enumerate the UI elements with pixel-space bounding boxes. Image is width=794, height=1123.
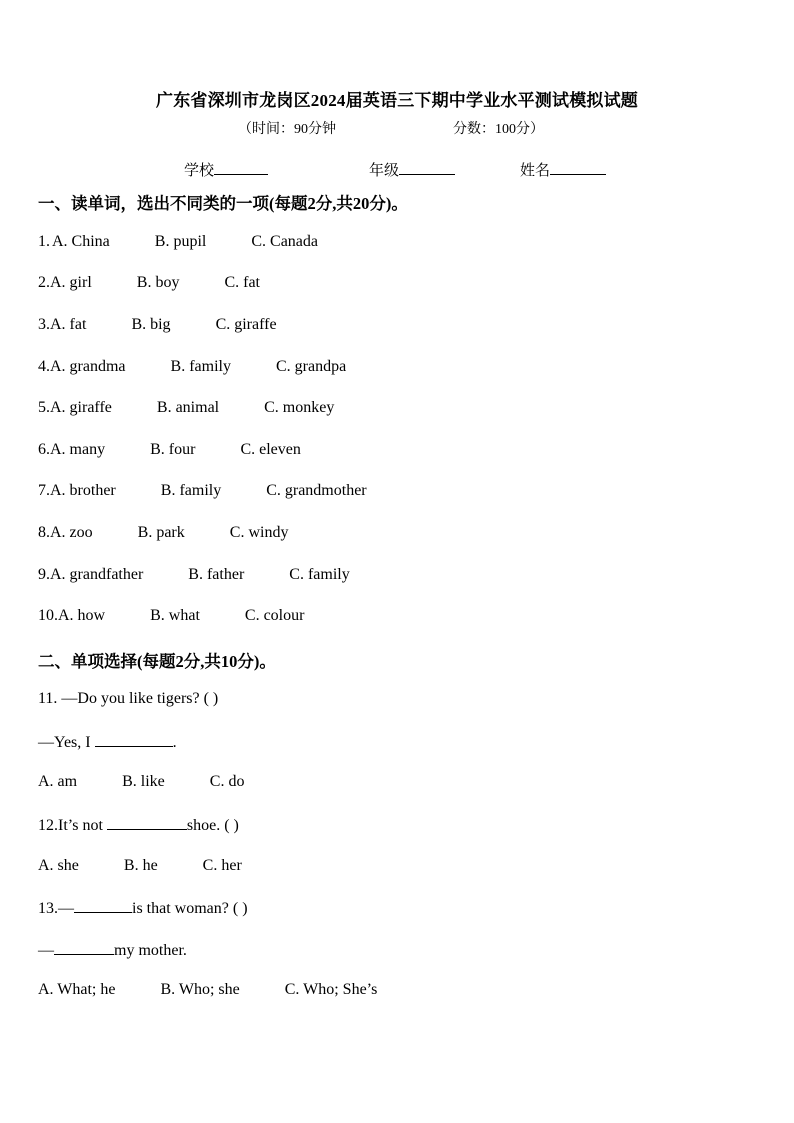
exam-title: 广东省深圳市龙岗区2024届英语三下期中学业水平测试模拟试题	[156, 91, 638, 110]
answer-blank	[107, 815, 187, 830]
option-c: C. eleven	[240, 441, 301, 458]
question-row	[38, 399, 334, 417]
option-c: C. her	[202, 857, 242, 874]
option-a: A. am	[38, 773, 78, 790]
option-b: B. family	[160, 482, 222, 499]
options-row	[38, 857, 242, 875]
question-number: 2.	[38, 274, 50, 291]
question-row	[38, 566, 350, 584]
exam-time: （时间：90分钟	[238, 122, 336, 137]
options-row	[38, 981, 377, 999]
question-stem: 11. —Do you like tigers? ( )	[38, 690, 219, 707]
question-row	[38, 274, 260, 292]
reply-suffix: .	[172, 734, 177, 751]
option-a: A. grandma	[50, 358, 126, 375]
option-c: C. Canada	[251, 233, 318, 250]
option-c: C. Who; She’s	[284, 981, 378, 998]
answer-blank	[54, 940, 114, 955]
option-b: B. father	[188, 566, 245, 583]
question-reply	[38, 940, 187, 960]
option-a: A. grandfather	[50, 566, 144, 583]
option-a: A. zoo	[50, 524, 93, 541]
option-a: A. China	[52, 233, 110, 250]
question-reply	[38, 732, 177, 752]
option-c: C. family	[289, 566, 350, 583]
option-b: B. four	[150, 441, 196, 458]
stem-suffix: shoe. ( )	[186, 817, 239, 834]
question-number: 10.	[38, 607, 58, 624]
question-number: 6.	[38, 441, 50, 458]
option-b: B. he	[123, 857, 158, 874]
question-number: 1.	[38, 233, 50, 250]
option-b: B. big	[131, 316, 171, 333]
question-row	[38, 316, 277, 334]
question-row	[38, 358, 346, 376]
option-b: B. park	[137, 524, 185, 541]
option-a: A. many	[50, 441, 106, 458]
school-label: 学校	[184, 163, 215, 179]
question-row	[38, 607, 304, 625]
question-row	[38, 482, 367, 500]
school-field	[184, 159, 268, 180]
option-a: A. fat	[50, 316, 87, 333]
school-blank	[214, 160, 268, 175]
question-number: 5.	[38, 399, 50, 416]
option-c: C. grandmother	[266, 482, 367, 499]
question-number: 7.	[38, 482, 50, 499]
grade-label: 年级	[369, 163, 400, 179]
reply-prefix: —Yes, I	[38, 734, 95, 751]
question-number: 9.	[38, 566, 50, 583]
stem-prefix: 13.—	[38, 900, 74, 917]
grade-blank	[399, 160, 455, 175]
option-b: B. pupil	[154, 233, 207, 250]
option-c: C. windy	[229, 524, 289, 541]
option-a: A. What; he	[38, 981, 116, 998]
option-a: A. giraffe	[50, 399, 112, 416]
answer-blank	[74, 898, 132, 913]
option-b: B. Who; she	[160, 981, 240, 998]
question-row	[38, 524, 288, 542]
question-number: 3.	[38, 316, 50, 333]
grade-field	[369, 159, 455, 180]
option-c: C. colour	[244, 607, 305, 624]
option-a: A. how	[58, 607, 106, 624]
option-b: B. boy	[136, 274, 180, 291]
stem-suffix: is that woman? ( )	[132, 900, 248, 917]
name-field	[520, 159, 606, 180]
option-b: B. animal	[156, 399, 220, 416]
option-a: A. she	[38, 857, 79, 874]
option-b: B. what	[150, 607, 200, 624]
option-c: C. fat	[224, 274, 260, 291]
question-stem	[38, 815, 239, 835]
option-a: A. girl	[50, 274, 92, 291]
options-row	[38, 773, 244, 791]
answer-blank	[95, 732, 173, 747]
option-b: B. family	[170, 358, 231, 375]
option-c: C. do	[209, 773, 245, 790]
name-label: 姓名	[520, 163, 551, 179]
option-a: A. brother	[50, 482, 116, 499]
option-c: C. monkey	[264, 399, 335, 416]
option-c: C. grandpa	[275, 358, 347, 375]
option-c: C. giraffe	[215, 316, 277, 333]
stem-prefix: 12.It’s not	[38, 817, 107, 834]
name-blank	[550, 160, 606, 175]
section1-heading: 一、读单词，选出不同类的一项(每题2分,共20分)。	[38, 194, 408, 213]
reply-suffix: my mother.	[114, 942, 187, 959]
option-b: B. like	[122, 773, 165, 790]
question-stem	[38, 898, 248, 918]
question-row	[38, 441, 301, 459]
exam-score: 分数：100分）	[453, 122, 544, 137]
reply-prefix: —	[38, 942, 54, 959]
question-row	[38, 233, 318, 251]
question-number: 8.	[38, 524, 50, 541]
question-number: 4.	[38, 358, 50, 375]
section2-heading: 二、单项选择(每题2分,共10分)。	[38, 652, 276, 671]
